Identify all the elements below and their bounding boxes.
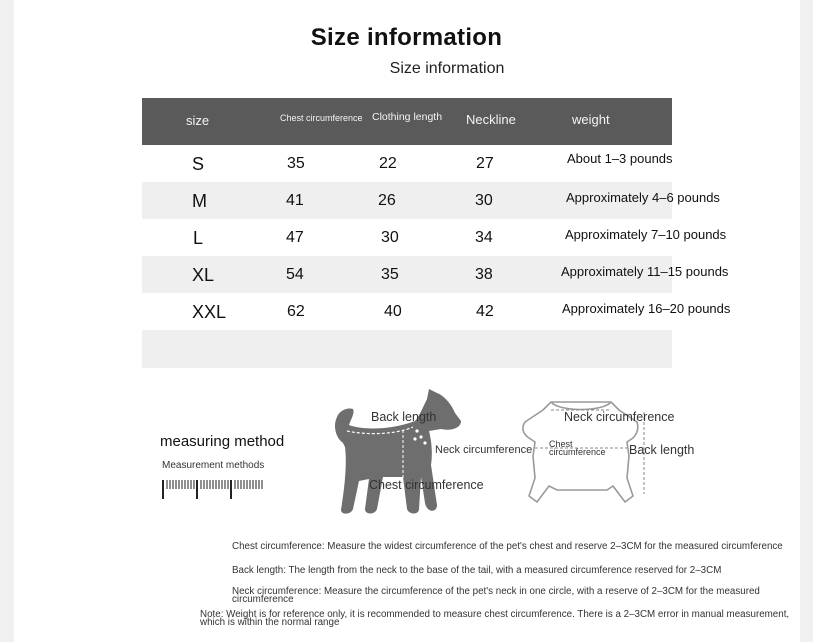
clothes-neck-label: Neck circumference [564, 410, 675, 424]
table-row [142, 219, 727, 256]
cell-weight: Approximately 11–15 pounds [561, 264, 729, 279]
table-row [142, 145, 672, 182]
measuring-title: measuring method [160, 433, 285, 450]
ruler-icon [162, 478, 266, 500]
page-title: Size information [310, 24, 503, 51]
cell-chest: 35 [287, 155, 305, 172]
header-size: size [186, 113, 210, 128]
cell-chest: 54 [286, 266, 304, 283]
table-row [142, 182, 720, 219]
cell-size: L [193, 228, 204, 248]
cell-weight: Approximately 4–6 pounds [566, 190, 720, 205]
cell-weight: Approximately 7–10 pounds [565, 227, 727, 242]
measuring-subtitle: Measurement methods [162, 460, 265, 471]
cell-length: 35 [381, 266, 399, 283]
clothes-back-length-label: Back length [629, 443, 695, 457]
dog-neck-label: Neck circumference [435, 444, 533, 456]
note-back: Back length: The length from the neck to the base of the tail, with a measured circumference reserved for 2–3CM [232, 565, 722, 576]
table-row [142, 256, 729, 293]
cell-neck: 30 [475, 192, 493, 209]
cell-chest: 62 [287, 303, 305, 320]
cell-size: XXL [192, 302, 227, 322]
cell-chest: 47 [286, 229, 304, 246]
cell-chest: 41 [286, 192, 304, 209]
cell-length: 40 [384, 303, 402, 320]
cell-length: 30 [381, 229, 399, 246]
cell-length: 26 [378, 192, 396, 209]
cell-weight: About 1–3 pounds [567, 151, 673, 166]
cell-neck: 34 [475, 229, 493, 246]
cell-neck: 42 [476, 303, 494, 320]
note-weight: Note: Weight is for reference only, it is recommended to measure chest circumference. There is a 2–3CM error in manual measurement, which is within the normal range [200, 609, 790, 628]
table-header [142, 98, 672, 145]
page-subtitle: Size information [389, 60, 505, 77]
cell-weight: Approximately 16–20 pounds [562, 301, 731, 316]
table-row-empty [142, 330, 672, 368]
cell-neck: 27 [476, 155, 494, 172]
header-neckline: Neckline [466, 112, 516, 127]
cell-length: 22 [379, 155, 397, 172]
cell-neck: 38 [475, 266, 493, 283]
note-chest: Chest circumference: Measure the widest circumference of the pet's chest and reserve 2–3CM for the measured circumference [232, 541, 783, 552]
header-weight: weight [572, 112, 610, 127]
size-table [142, 98, 731, 368]
table-row [142, 293, 731, 330]
dog-chest-label: Chest circumference [369, 478, 484, 492]
dog-back-length-label: Back length [371, 410, 437, 424]
header-length: Clothing length [372, 111, 443, 123]
note-neck: Neck circumference: Measure the circumference of the pet's neck in one circle, with a reserve of 2–3CM for the measured circumference [232, 586, 760, 605]
cell-size: M [192, 191, 207, 211]
clothes-chest-label: Chest circumference [549, 439, 606, 457]
cell-size: S [192, 154, 205, 174]
cell-size: XL [192, 265, 215, 285]
header-chest: Chest circumference [280, 113, 363, 123]
